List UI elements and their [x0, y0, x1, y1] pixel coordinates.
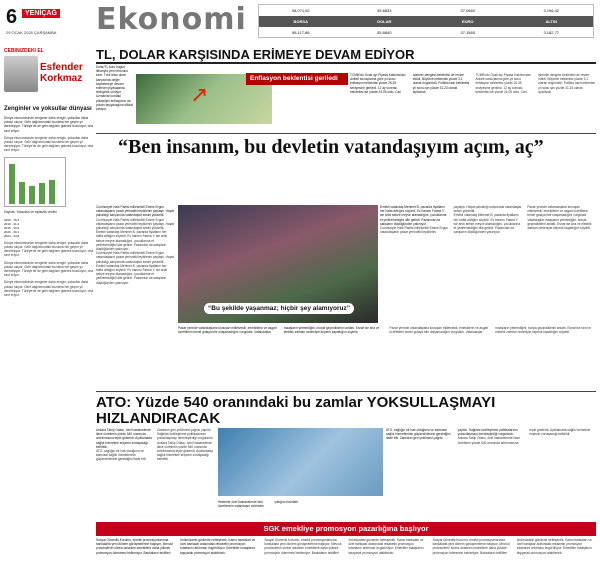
graph-bar	[49, 180, 55, 204]
story-paragraph: Cumhuriyet Halk Partisi milletvekili Emine Ergun vatandaşların pazar yerindeki tepkilerini paylaştı. Hayat pahalılığı karşısında vatandaşlar sesini yükseltti.	[96, 251, 174, 264]
up-arrow-icon: ↗	[190, 82, 209, 107]
lead-body-text: Dolar/TL kuru bugün itibarıyla yeni rekorunu kırdı. Türk lirası dolar karşısında değer kaybetmeye devam ederken piyasalarda tedirginlik sürüyor. Uzmanlar kurdaki yükselişin enflasyonu da yukarı taşıyacağına dikkat çekiyor.	[96, 65, 133, 112]
table-row: 2024 - 44,8	[4, 233, 20, 238]
sgk-headline: SGK emekliye promosyon pazarlığına başlıyor	[96, 522, 596, 536]
story-paragraph: Pazar yerinde vatandaşlarla konuşan milletvekili, emeklilerin ve asgari ücretlilerin temel gıdaya bile ulaşamadığını vurguladı. Vatandaşlar maaşların yetmediğini, borçla geçindiklerini anlattı. Esnaf ise kira ve elektrik zamları nedeniyle kepenk kapattığını söyledi.	[389, 326, 591, 335]
column-body-4: Dünya ekonomisinde zenginler daha zengin, yoksullar daha yoksul oluyor. Gelir dağılımındaki bozulma her geçen yıl derinleşiyor. Türkiye'de de gelir dağılımı giderek bozuluyor, orta sınıf eriyor.	[4, 260, 94, 278]
market-value: 3.196,42	[543, 8, 560, 13]
columnist-column	[4, 48, 94, 583]
hospital-photo	[218, 428, 383, 496]
quote-story-right	[380, 205, 596, 234]
quote-story-row	[178, 326, 596, 334]
story-paragraph: Sosyal Güvenlik Kurumu, emekli promosyonlarında bankalarla yeni dönem görüşmelerine başlıyor. Mevcut protokollerin süresi dolarken emeklilere daha yüksek promosyon ödenmesi bekleniyor. Bankaların teklifleri önümüzdeki günlerde netleşecek. Kamu bankaları ve özel bankalar arasındaki rekabetin promosyon tutarlarını artırması öngörülüyor. Emekliler maaşlarını taşıyarak promosyon alabilecek.	[432, 538, 592, 555]
story-paragraph: Emekli vatandaş Mehmet B. pazarda fiyatların her hafta arttığını söyledi. Ev hanımı Fatma Y. ise artık sebze meyve alamadığını, çocuklarına et yediremediğini dile getirdi. Pazarcılar da satışların düştüğünden yakınıyor.	[96, 263, 168, 285]
story-paragraph: Emekli vatandaş Mehmet B. pazarda fiyatların her hafta arttığını söyledi. Ev hanımı Fatma Y. ise artık sebze meyve alamadığını, çocuklarına et yediremediğini dile getirdi. Pazarcılar da satışların düştüğünden yakınıyor.	[453, 213, 521, 235]
column-label: CEBİNİZDEKİ EL	[4, 48, 44, 54]
section-title: Ekonomi	[96, 2, 247, 37]
market-values-top	[259, 5, 593, 16]
market-headers	[259, 16, 593, 27]
market-crowd-photo	[178, 205, 378, 323]
market-value: 98.071,52	[291, 8, 310, 13]
market-value: 37,1565	[460, 30, 475, 35]
market-value: 35,6840	[377, 30, 392, 35]
market-value: 35,6833	[377, 8, 392, 13]
story-paragraph: Emekli vatandaş Mehmet B. pazarda fiyatların her hafta arttığını söyledi. Ev hanımı Fatma Y. ise artık sebze meyve alamadığını, çocuklarına et yediremediğini dile getirdi. Pazarcılar da satışların düştüğünden yakınıyor.	[380, 205, 447, 226]
story-paragraph: Cumhuriyet Halk Partisi milletvekili Emine Ergun vatandaşların pazar yerindeki tepkilerini paylaştı. Hayat pahalılığı karşısında vatandaşlar sesini yükseltti.	[96, 217, 174, 231]
inflation-paragraph: TCMB'nin Ocak ayı Piyasa Katılımcıları Anketi sonuçlarına göre yıl sonu enflasyon beklentisi yüzde 26,35 seviyesine geriledi. 12 ay sonrası beklentisi ise yüzde 24,05 oldu. Cari işlemler dengesi beklentisi de revize edildi. Büyüme beklentisi yüzde 3,1 olarak öngörüldü. Politika faizi beklentisi yıl sonu için yüzde 31,23 olarak açıklandı.	[475, 73, 595, 94]
inflation-paragraph: TCMB'nin Ocak ayı Piyasa Katılımcıları Anketi sonuçlarına göre yıl sonu enflasyon beklentisi yüzde 26,35 seviyesine geriledi. 12 ay sonrası beklentisi ise yüzde 24,05 oldu. Cari işlemler dengesi beklentisi de revize edildi. Büyüme beklentisi yüzde 3,1 olarak öngörüldü. Politika faizi beklentisi yıl sonu için yüzde 31,23 olarak açıklandı.	[350, 73, 470, 94]
lead-headline: TL, DOLAR KARŞISINDA ERİMEYE DEVAM EDİYOR	[96, 48, 596, 64]
market-box	[258, 4, 594, 38]
table-row: 2015 - 33,9	[4, 225, 20, 230]
divider	[96, 133, 596, 134]
market-header: BORSA	[293, 19, 308, 24]
ato-body-right	[386, 428, 596, 445]
columnist-photo	[4, 56, 38, 92]
story-paragraph: Cumhuriyet Halk Partisi milletvekili Emine Ergun vatandaşların pazar yerindeki tepkilerini paylaştı. Hayat pahalılığı karşısında vatandaşlar sesini yükseltti.	[96, 205, 174, 218]
brand-logo: YENİÇAĞ	[22, 9, 60, 18]
ato-body-left	[96, 428, 214, 462]
ato-headline: ATO: Yüzde 540 oranındaki bu zamlar YOKSULLAŞMAYI HIZLANDIRACAK	[96, 391, 596, 427]
story-paragraph: Sosyal Güvenlik Kurumu, emekli promosyonlarında bankalarla yeni dönem görüşmelerine başlıyor. Mevcut protokollerin süresi dolarken emeklilere daha yüksek promosyon ödenmesi bekleniyor. Bankaların teklifleri önümüzdeki günlerde netleşecek. Kamu bankaları ve özel bankalar arasındaki rekabetin promosyon tutarlarını artırması öngörülüyor. Emekliler maaşlarını taşıyarak promosyon alabilecek.	[96, 538, 256, 555]
graph-bar	[19, 182, 25, 204]
column-body-3: Dünya ekonomisinde zenginler daha zengin, yoksullar daha yoksul oluyor. Gelir dağılımındaki bozulma her geçen yıl derinleşiyor. Türkiye'de de gelir dağılımı giderek bozuluyor, orta sınıf eriyor.	[4, 240, 94, 258]
market-values-bottom	[259, 27, 593, 38]
inflation-body	[350, 73, 596, 94]
column-table	[4, 218, 94, 238]
quote-headline: “Ben insanım, bu devletin vatandaşıyım açım, aç”	[118, 136, 544, 158]
story-paragraph: Pazar yerinde vatandaşlarla konuşan milletvekili, emeklilerin ve asgari ücretlilerin temel gıdaya bile ulaşamadığını vurguladı. Vatandaşlar maaşların yetmediğini, borçla geçindiklerini anlattı. Esnaf ise kira ve elektrik zamları nedeniyle kepenk kapattığını söyledi.	[527, 205, 592, 231]
story-paragraph: Pazar yerinde vatandaşlarla konuşan milletvekili, emeklilerin ve asgari ücretlilerin temel gıdaya bile ulaşamadığını vurguladı. Vatandaşlar maaşların yetmediğini, borçla geçindiklerini anlattı. Esnaf ise kira ve elektrik zamları nedeniyle kepenk kapattığını söyledi.	[178, 326, 380, 335]
sgk-body	[96, 538, 596, 582]
columnist-name: Esfender Korkmaz	[40, 62, 83, 84]
graph-bar	[39, 183, 45, 204]
graph-bar	[29, 186, 35, 204]
quote-story-left	[96, 205, 174, 285]
column-body: Dünya ekonomisinde zenginler daha zengin, yoksullar daha yoksul oluyor. Gelir dağılımındaki bozulma her geçen yıl derinleşiyor. Türkiye'de de gelir dağılımı giderek bozuluyor, orta sınıf eriyor.	[4, 116, 94, 133]
masthead	[0, 0, 600, 40]
story-paragraph: Hekimler özel hastanelerde fark ücretlerinin vatandaşın cebinden çıktığını hatırlattı.	[218, 500, 299, 509]
story-paragraph: Ankara Tabip Odası, özel hastanelerde ilave ücretlerin yüzde 540 oranında artırılmasına tepki gösterdi. Açıklamada sağlık hizmetine erişimin zorlaşacağı belirtildi.	[96, 428, 152, 449]
market-header: DOLAR	[377, 19, 392, 24]
column-graph	[4, 157, 66, 207]
table-row: 2020 - 39,1	[4, 229, 20, 234]
story-paragraph: Cumhuriyet Halk Partisi milletvekili Emine Ergun vatandaşların pazar yerindeki tepkilerini paylaştı. Hayat pahalılığı karşısında vatandaşlar sesini yükseltti.	[380, 205, 522, 235]
story-paragraph: Emekli vatandaş Mehmet B. pazarda fiyatların her hafta arttığını söyledi. Ev hanımı Fatma Y. ise artık sebze meyve alamadığını, çocuklarına et yediremediğini dile getirdi. Pazarcılar da satışların düştüğünden yakınıyor.	[96, 230, 168, 252]
photo-caption: “Bu şekilde yaşanmaz; hiçbir şey alamıyoruz”	[204, 303, 354, 314]
column-body-5: Dünya ekonomisinde zenginler daha zengin, yoksullar daha yoksul oluyor. Gelir dağılımındaki bozulma her geçen yıl derinleşiyor. Türkiye'de de gelir dağılımı giderek bozuluyor, orta sınıf eriyor.	[4, 280, 94, 298]
date-line: 29 OCAK 2025 ÇARŞAMBA	[6, 30, 57, 35]
table-row: 2000 - 79,3	[4, 217, 20, 222]
story-paragraph: ATO, sağlığın bir hak olduğunu ve kamusal sağlık hizmetlerinin güçlendirilmesi gerektiğini ifade etti. Zamların geri çekilmesi çağrısı yapıldı. Sağlıkta özelleştirme politikalarının yoksullaşmayı derinleştirdiği vurgulandı.	[386, 428, 518, 441]
inflation-headline: Enflasyon beklentisi geriledi	[246, 73, 348, 85]
market-header: EURO	[461, 19, 474, 24]
market-value: 37,0660	[460, 8, 475, 13]
market-header: ALTIN	[545, 19, 557, 24]
page-number: 6	[6, 6, 18, 28]
column-body-2: Dünya ekonomisinde zenginler daha zengin, yoksullar daha yoksul oluyor. Gelir dağılımındaki bozulma her geçen yıl derinleşiyor. Türkiye'de de gelir dağılımı giderek bozuluyor, orta sınıf eriyor.	[4, 135, 94, 153]
graph-caption: Kaynak: Yoksulluk ve eşitsizlik verileri	[4, 209, 57, 214]
column-headline: Zenginler ve yoksullar dünyası	[4, 106, 92, 112]
market-value: 98.117,86	[292, 30, 310, 35]
table-row: 2010 - 41,2	[4, 221, 20, 226]
story-paragraph: Ankara Tabip Odası, özel hastanelerde ilave ücretlerin yüzde 540 oranında artırılmasına tepki gösterdi. Açıklamada sağlık hizmetine erişimin zorlaşacağı belirtildi.	[457, 428, 591, 445]
story-paragraph: Ankara Tabip Odası, özel hastanelerde ilave ücretlerin yüzde 540 oranında artırılmasına tepki gösterdi. Açıklamada sağlık hizmetine erişimin zorlaşacağı belirtildi.	[157, 440, 213, 462]
ato-body-under	[218, 500, 383, 508]
graph-bar	[9, 164, 15, 204]
market-value: 3.182,77	[543, 30, 560, 35]
story-paragraph: Sosyal Güvenlik Kurumu, emekli promosyonlarında bankalarla yeni dönem görüşmelerine başlıyor. Mevcut protokollerin süresi dolarken emeklilere daha yüksek promosyon ödenmesi bekleniyor. Bankaların teklifleri önümüzdeki günlerde netleşecek. Kamu bankaları ve özel bankalar arasındaki rekabetin promosyon tutarlarını artırması öngörülüyor. Emekliler maaşlarını taşıyarak promosyon alabilecek.	[264, 538, 424, 555]
story-paragraph: ATO, sağlığın bir hak olduğunu ve kamusal sağlık hizmetlerinin güçlendirilmesi gerektiğini ifade etti. Zamların geri çekilmesi çağrısı yapıldı. Sağlıkta özelleştirme politikalarının yoksullaşmayı derinleştirdiği vurgulandı.	[96, 428, 214, 462]
